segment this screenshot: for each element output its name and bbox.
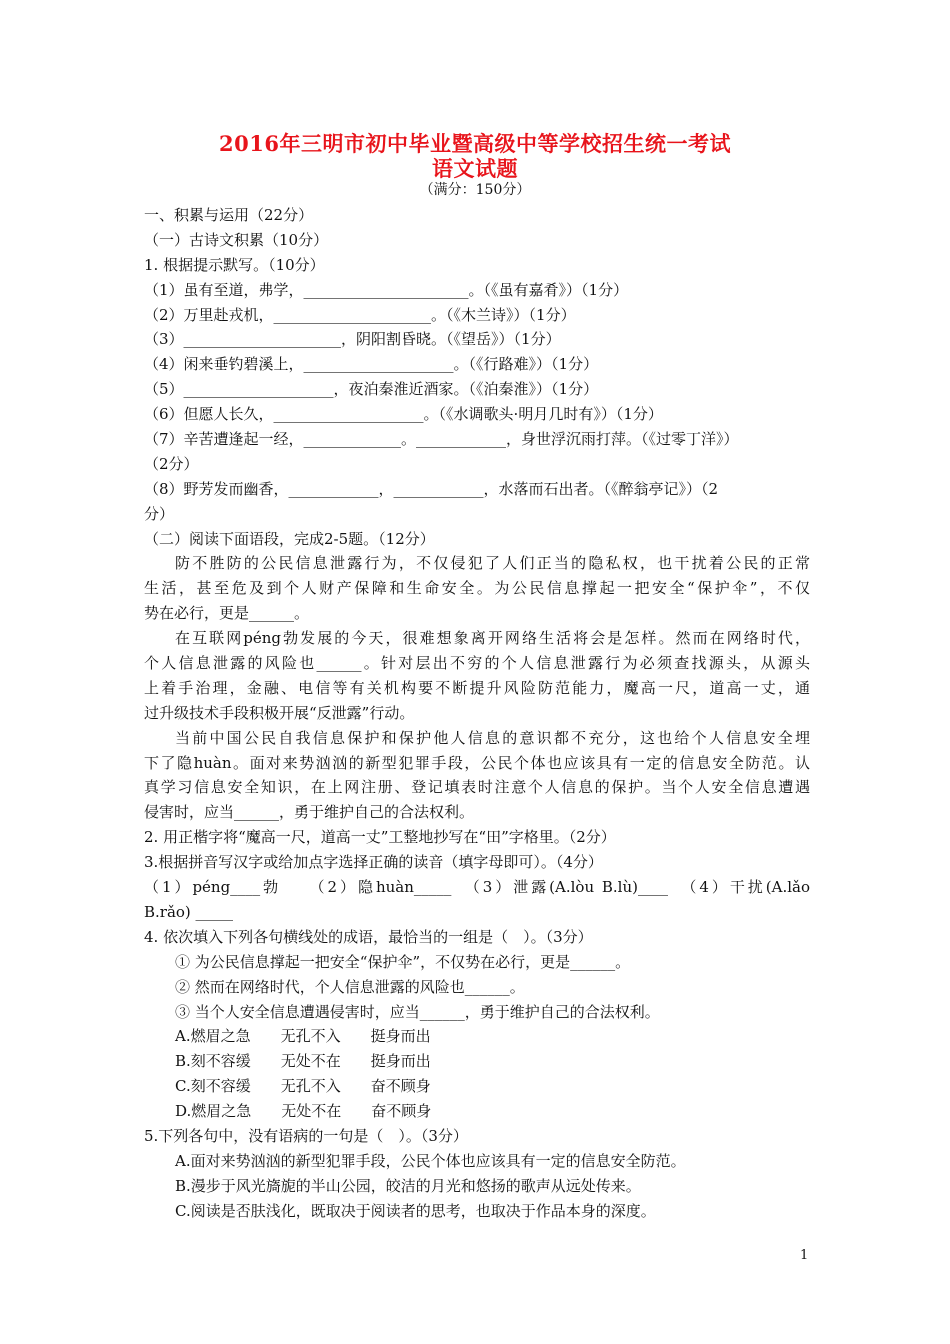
text-line: 分）	[144, 504, 175, 523]
text-line: （1）虽有至道，弗学，______________________。（《虽有嘉肴》）（1分）	[144, 280, 629, 299]
full-marks-note: （满分：150分）	[419, 182, 531, 198]
text-line: ③ 当个人安全信息遭遇侵害时，应当______，勇于维护自己的合法权利。	[175, 1002, 660, 1021]
text-line: 4. 依次填入下列各句横线处的成语，最恰当的一组是（ ）。（3分）	[144, 927, 593, 946]
text-line: （4）闲来垂钓碧溪上，____________________。（《行路难》）（1分）	[144, 355, 599, 374]
text-line: （2）万里赴戎机，_____________________。（《木兰诗》）（1分）	[144, 305, 576, 324]
text-line: 防不胜防的公民信息泄露行为，不仅侵犯了人们正当的隐私权，也干扰着公民的正常	[175, 554, 810, 573]
text-line: 2. 用正楷字将“魔高一尺，道高一丈”工整地抄写在“田”字格里。（2分）	[144, 828, 616, 847]
text-line: （8）野芳发而幽香，____________，____________，水落而石出者。（《醉翁亭记》）（2	[144, 479, 719, 498]
text-line: 当前中国公民自我信息保护和保护他人信息的意识都不充分，这也给个人信息安全埋	[175, 728, 810, 747]
text-line: 侵害时，应当______，勇于维护自己的合法权利。	[144, 803, 475, 822]
text-line: （6）但愿人长久，____________________。（《水调歌头·明月几时有》）（1分）	[144, 405, 663, 424]
text-line: （2分）	[144, 454, 199, 473]
exam-title: 2016年三明市初中毕业暨高级中等学校招生统一考试	[219, 131, 731, 156]
exam-body	[144, 203, 810, 1224]
exam-subject-title: 语文试题	[432, 156, 518, 181]
text-line: A.面对来势汹汹的新型犯罪手段，公民个体也应该具有一定的信息安全防范。	[175, 1151, 686, 1170]
text-line: 过升级技术手段积极开展“反泄露”行动。	[144, 703, 415, 722]
text-line: 真学习信息安全知识，在上网注册、登记填表时注意个人信息的保护。当个人安全信息遭遇	[144, 778, 810, 797]
text-line: 1. 根据提示默写。（10分）	[144, 255, 325, 274]
text-line: （7）辛苦遭逢起一经，_____________。____________，身世浮沉雨打萍。（《过零丁洋》）	[144, 430, 739, 449]
text-line: ② 然而在网络时代，个人信息泄露的风险也______。	[175, 977, 525, 996]
text-line: B.rǎo) _____	[144, 902, 234, 921]
text-line: （一）古诗文积累（10分）	[144, 230, 329, 249]
text-line: 下了隐huàn。面对来势汹汹的新型犯罪手段，公民个体也应该具有一定的信息安全防范。认	[144, 753, 810, 772]
text-line: A.燃眉之急 无孔不入 挺身而出	[175, 1027, 431, 1046]
text-line: B.漫步于风光旖旎的半山公园，皎洁的月光和悠扬的歌声从远处传来。	[175, 1176, 641, 1195]
text-line: 上着手治理，金融、电信等有关机构要不断提升风险防范能力，魔高一尺，道高一丈，通	[144, 678, 810, 697]
text-line: （二）阅读下面语段，完成2-5题。（12分）	[144, 529, 435, 548]
text-line: B.刻不容缓 无处不在 挺身而出	[175, 1052, 431, 1071]
text-line: D.燃眉之急 无处不在 奋不顾身	[175, 1102, 432, 1121]
page-number: 1	[800, 1248, 809, 1263]
text-line: 势在必行，更是______。	[144, 604, 310, 623]
text-line: C.阅读是否肤浅化，既取决于阅读者的思考，也取决于作品本身的深度。	[175, 1201, 656, 1220]
text-line: （3）_____________________，阴阳割昏晓。（《望岳》）（1分）	[144, 330, 561, 349]
text-line: （5）____________________，夜泊秦淮近酒家。（《泊秦淮》）（1分）	[144, 380, 599, 399]
text-line: ① 为公民信息撑起一把安全“保护伞”，不仅势在必行，更是______。	[175, 952, 631, 971]
text-line: C.刻不容缓 无孔不入 奋不顾身	[175, 1077, 431, 1096]
text-line: 在互联网péng勃发展的今天，很难想象离开网络生活将会是怎样。然而在网络时代，	[175, 629, 810, 648]
text-line: 生活，甚至危及到个人财产保障和生命安全。为公民信息撑起一把安全“保护伞”，不仅	[144, 579, 810, 598]
text-line: 5.下列各句中，没有语病的一句是（ ）。（3分）	[144, 1126, 468, 1145]
text-line: 3.根据拼音写汉字或给加点字选择正确的读音（填字母即可）。（4分）	[144, 853, 603, 872]
text-line: （1）péng____勃 （2）隐huàn_____ （3）泄露(A.lòu B.lù)____ （4）干扰(A.lǎo	[144, 878, 810, 897]
text-line: 个人信息泄露的风险也______。针对层出不穷的个人信息泄露行为必须查找源头，从源头	[144, 654, 810, 673]
text-line: 一、积累与运用（22分）	[144, 206, 314, 224]
